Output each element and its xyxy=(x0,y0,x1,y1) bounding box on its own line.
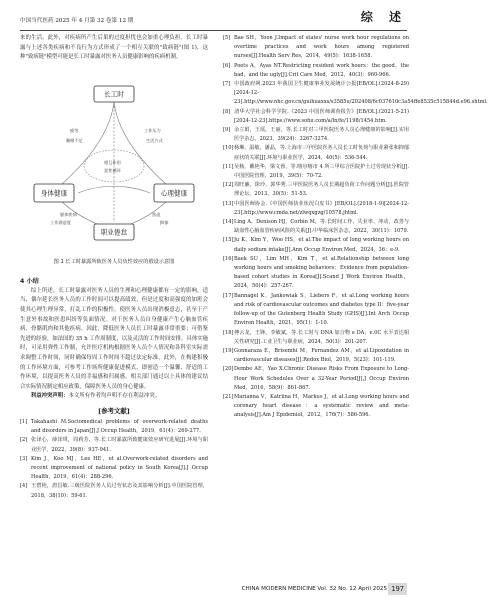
reference-item xyxy=(223,108,409,126)
annotation-label: 生活方式 xyxy=(146,137,163,143)
running-header xyxy=(20,8,407,28)
footer-journal: CHINA MODERN MEDICINE Vol. 32 No. 12 April 2025 xyxy=(241,586,387,592)
annotation-label: 躯体疾病 xyxy=(60,211,77,217)
node-bottom-label: 职业倦怠 xyxy=(100,228,128,237)
reference-number: [4] xyxy=(20,483,28,490)
reference-text: 清华大学社会科学学院.《2023 中国医师调查报告》[EB/OL].(2021-5-21)[2024-12-23].https://www.sohu.com/a/ln/fe/1198/1454.htm. xyxy=(234,108,409,124)
annotation-label: 睡眠不足 xyxy=(66,137,83,143)
reference-text: Marianna V，Katriina H，Markus J，et al.Long working hours and coronary heart disease：a systematic review and meta-analysis[J].Am J Epidemiol，2012，176(7)：586-596. xyxy=(234,393,409,419)
reference-list-right xyxy=(223,34,488,421)
annotation-label: 工作满意度 xyxy=(50,219,71,225)
intro-paragraph: 来的生活。此外，对疾病所产生后果的过度担忧也会加重心理负担。长工时暴露与上述各类疾病和不良行为方式形成了一个相互关联的"致病链"(图 1)，这种"致病链"模型可能是长工时暴露对医务人员健康影响的疾病机制。 xyxy=(20,35,208,61)
reference-text: 中国政府网.2023 年我国卫生健康事业发展统计公报[EB/OL].(2024-8-29)[2024-12-23].http://www.nhc.gov.cn/guihuaxxs/s3585u/202408/6c037610c3a54ffe8535c515844d.e96.shtml. xyxy=(234,81,488,106)
figure-1-diagram xyxy=(20,66,208,256)
page-number: 197 xyxy=(388,583,407,595)
reference-text: Bannagel K，Jankowiak S，Liebers F，et al.Long working hours and risk of cardiovascular outcomes and diabetes type II：five-year follow-up of the Gutenberg Health Study (GHS)[J].Int Arch Occup Environ Health，2021，95(1)：1-10. xyxy=(234,292,409,327)
reference-item xyxy=(223,144,409,162)
node-left-label: 身体健康 xyxy=(40,189,68,198)
reference-number: [15] xyxy=(223,237,234,244)
reference-text: 王碧艳，唐昌敏.三级医院医务人员过劳状态及其影响分析[J].中国医院管理，2018，38(10)：59-61. xyxy=(31,483,208,499)
reference-number: [14] xyxy=(223,219,234,226)
reference-item xyxy=(223,329,409,347)
reference-item xyxy=(223,218,409,236)
reference-item xyxy=(223,181,409,199)
annotation-label: 相互作用 xyxy=(104,159,121,165)
reference-text: Dembe AE，Yao X.Chronic Disease Risks From Exposure to Long-Hour Work Schedules Over a 32-Year Period[J].J Occup Environ Med，2016，58(9)：861-867. xyxy=(234,366,409,391)
reference-text: Bae SH，Yoon J.Impact of states' nurse work hour regulations on overtime practices and work hours among registered nurses[J].Health Serv Res，2014，49(5)：1638-1658. xyxy=(234,35,409,60)
node-right-label: 心理健康 xyxy=(160,189,188,198)
reference-text: Ju K，Kim Y，Woo HS，et al.The impact of long working hours on daily sodium intake[J].Ann Occup Environ Med，2024，36：e-9. xyxy=(234,237,409,253)
coi-text: 本文所有作者均声明不存在利益冲突。 xyxy=(68,393,161,400)
reference-text: 周旺廉，徐玲，郭华秀.三甲医院医务人员长期超负荷工作问题分析[J].医院管理论坛，2013，30(5)：51-53. xyxy=(234,182,409,198)
reference-number: [20] xyxy=(223,366,234,373)
reference-item xyxy=(223,34,409,62)
reference-number: [19] xyxy=(223,347,234,354)
reference-item xyxy=(223,62,409,80)
annotation-label: 恶性循环 xyxy=(104,167,121,173)
reference-number: [11] xyxy=(223,163,234,170)
reference-item xyxy=(223,365,409,393)
reference-item xyxy=(223,255,409,292)
reference-item xyxy=(20,482,208,500)
reference-item xyxy=(223,292,409,329)
reference-text: Baek SU，Lim MH，Kim T，et al.Relationship between long working hours and smoking behaviors：Evidence from population-based cohort studies in Korea[J].Scand J Work Environ Health，2024，50(4)：257-267. xyxy=(234,255,409,290)
arrow-top-right xyxy=(114,102,166,184)
reference-item xyxy=(223,126,409,144)
reference-number: [10] xyxy=(223,145,234,152)
annotation-label: 焦虑 xyxy=(152,211,161,217)
reference-text: Ling A，Denison HJ，Corbin M，等.长时间工作、失业率、冲动，改善与缺血性心脑血管疾病风险的关系[J].中华临床医杂志，2022，30(11)：1079. xyxy=(234,219,409,235)
node-top-label: 长工时 xyxy=(104,90,124,99)
reference-number: [5] xyxy=(223,35,231,41)
reference-number: [7] xyxy=(223,81,231,88)
reference-item xyxy=(223,163,409,181)
annotation-label: 疲劳 xyxy=(70,127,79,133)
annotation-label: 抑郁 xyxy=(160,219,169,225)
reference-text: 中国医师协会.《中国医师执业状况白皮书》[EB/OL].(2018-1-9)[2024-12-23].http://www.cmda.net/zlwqxgzg/10578.jhtml. xyxy=(234,200,409,216)
figure-1 xyxy=(20,66,208,268)
reference-text: 傅云龙，王锋，李敏斌，等.长工时与 DNA 加合物 e DA，e.0C 水平表达相关性研究[J].工业卫生与职业病，2024，50(3)：201-207. xyxy=(234,329,409,345)
reference-item xyxy=(20,418,208,436)
reference-number: [16] xyxy=(223,255,234,262)
figure-caption: 图 1 长工时暴露所致医务人员负性效应的假设示意图 xyxy=(53,258,175,265)
reference-number: [13] xyxy=(223,200,234,207)
reference-number: [1] xyxy=(20,418,28,425)
reference-text: Gonnaraza E，Brisemhi M，Fernandez AM，et al.Lipoxidation in cardiovascular diseases[J].Redox Biol，2019，5(23)：101-119. xyxy=(234,347,409,364)
reference-number: [17] xyxy=(223,292,234,299)
reference-number: [2] xyxy=(20,437,28,444)
reference-item xyxy=(223,80,488,108)
journal-issue-line: 中国当代医药 2025 年 4 月第 32 卷第 12 期 xyxy=(20,18,134,24)
reference-item xyxy=(223,393,409,421)
reference-number: [3] xyxy=(20,455,28,462)
reference-text: Takahashi M.Sociomedical problems of overwork-related deaths and disorders in Japan[J].J Occup Health，2019，61(4)：269-277. xyxy=(31,418,208,435)
reference-item xyxy=(20,436,208,454)
reference-item xyxy=(20,455,208,483)
reference-item xyxy=(223,347,409,365)
reference-number: [12] xyxy=(223,182,234,189)
reference-number: [6] xyxy=(223,62,231,69)
reference-number: [9] xyxy=(223,127,231,134)
left-column xyxy=(20,34,208,579)
coi-label: 利益冲突声明： xyxy=(30,393,69,400)
reference-item xyxy=(223,200,409,218)
summary-paragraph: 综上所述，长工时暴露对医务人员的生理和心理健康都有一定的影响，适当、偶尔延长医务人员的工作时间可以提高绩效，但是过度和高强度的加班会使其心理生理异常，打乱工作的积极性。使医务人员出现消极意志，甚至于产生意外事故和医患纠纷等负面情况。对于医务人员自身健康产生心脑血管疾病、骨骼肌肉和其他疾病。因此，降低医务人员长工时暴露非常重要；可借鉴先进的经验，如法国的 35 h 工作周制度，以及灵活的工作时间安排。具体实施时，可采用弹性工作制，允许医疗机构根据医务人员个人情况和各科室实际需求调整工作时间，同时确保每周工作时间不超过法定标准。此外，在构建积极的工作环境方面，可参考工作场所健康促进模式，即创造一个温馨、舒适的工作环境，以提高医务人员的幸福感和归属感。相关部门通过以上具体的建议结合实际情况制定相应政策，保障医务人员的身心健康。 xyxy=(20,287,208,390)
annotation-label: 工作压力 xyxy=(144,127,161,133)
reference-number: [18] xyxy=(223,329,234,336)
header-rule xyxy=(20,30,407,31)
reference-number: [8] xyxy=(223,108,231,115)
references-heading: [参考文献] xyxy=(98,406,130,415)
running-footer xyxy=(20,583,407,595)
reference-text: 吴杨，戴艳华，梁文蓉，等.喀尔喀市 4 所三甲综合医院护士过劳现状分析[J].中国医院管理，2019，39(5)：70-72. xyxy=(234,163,409,180)
conflict-of-interest xyxy=(20,392,208,402)
summary-heading: 4 小结 xyxy=(20,277,39,285)
reference-text: 张译心，薛泽琪，周莉芳，等.长工时暴露所致健康效应研究进展[J].环境与职业医学，2022，39(8)：937-941. xyxy=(31,437,208,453)
reference-text: 余立娟，王瑶，王丽，等.长工时对三甲医院医务人员心理健康的影响[J].实用医学杂志，2023，39(24)：3267-3274. xyxy=(234,127,409,143)
section-label: 综 述 xyxy=(360,10,407,24)
reference-text: Poets A，Ayas NT.Restricting resident work hours：the good，the bad，and the ugly[J].Crit Care Med，2012，40(3)：960-966. xyxy=(234,62,409,78)
reference-item xyxy=(223,236,409,254)
right-column xyxy=(223,34,488,579)
reference-list-left xyxy=(20,418,208,501)
reference-text: Kim J，Koo MJ，Lee HE，et al.Overwork-related disorders and recent improvement of national policy in South Korea[J].J Occup Health，2019，61(4)：288-296. xyxy=(31,455,208,481)
reference-text: 杨琳，温敏，潘晶，等.上海市三甲医院医务人员长工时负荷与职业紧张和抑郁症状的关联[J].环境与职业医学，2024，40(5)：536-544. xyxy=(234,145,409,161)
reference-number: [21] xyxy=(223,393,234,400)
